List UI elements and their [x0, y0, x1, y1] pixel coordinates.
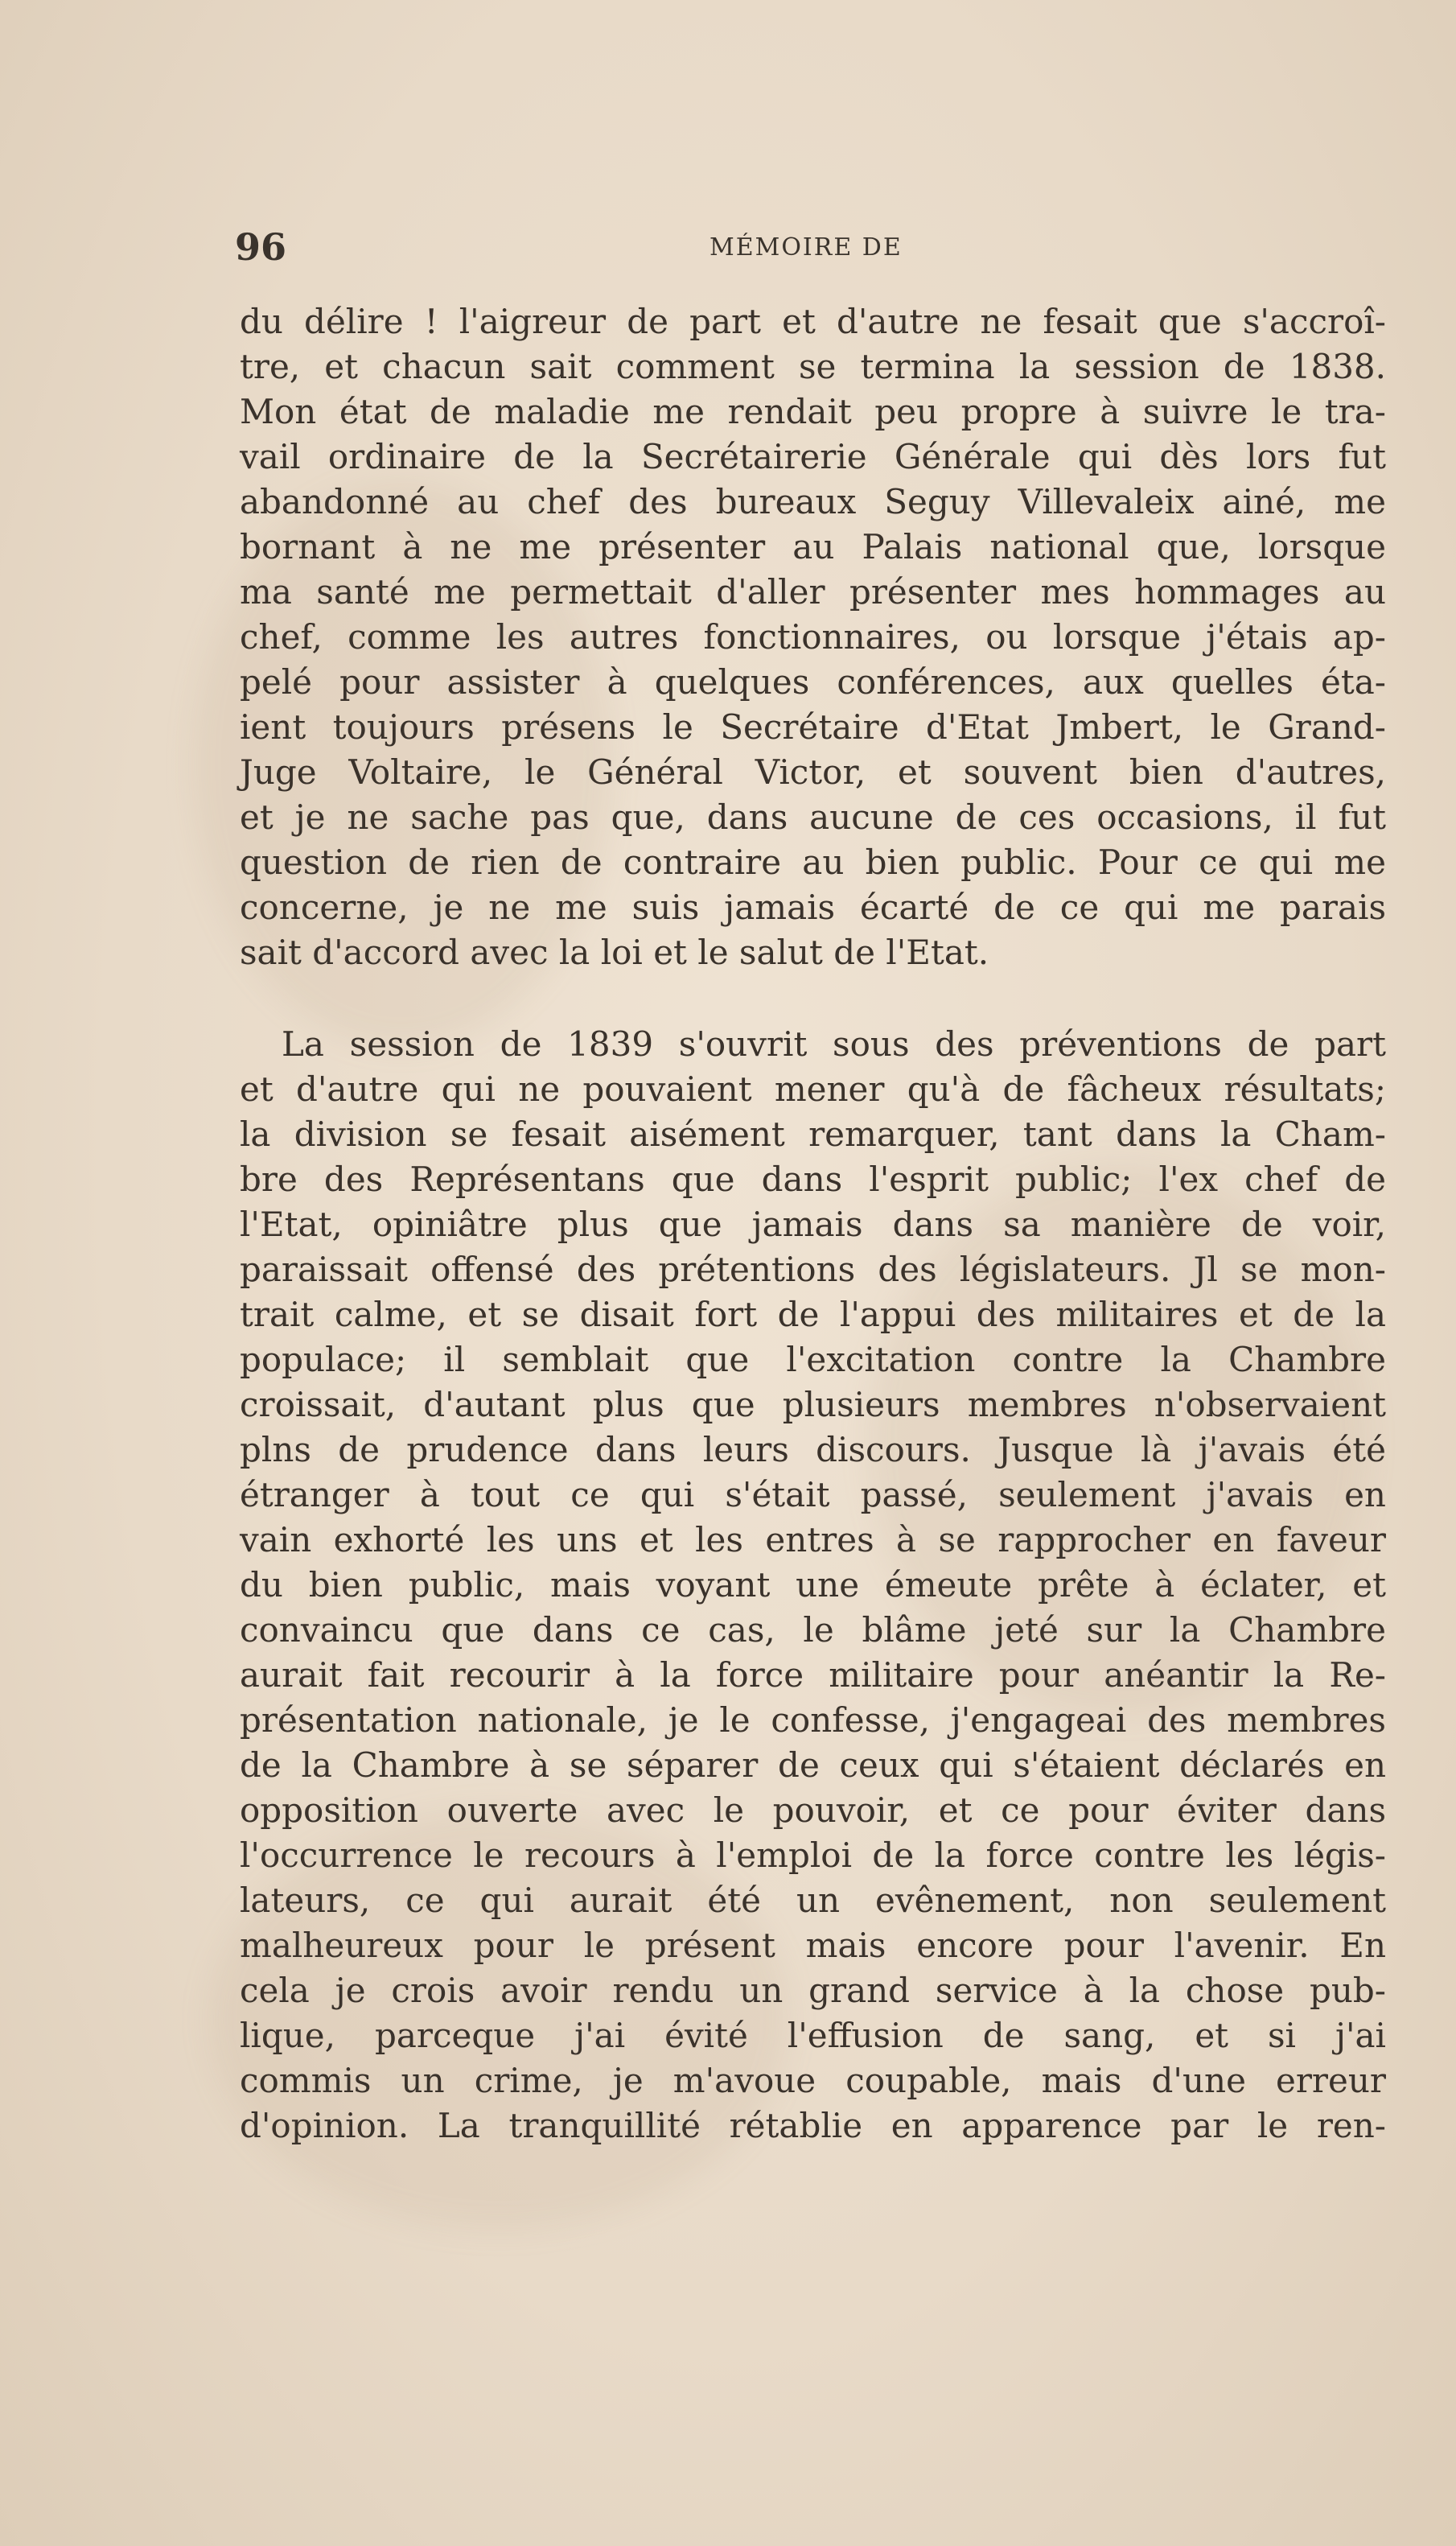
text-line: opposition ouverte avec le pouvoir, et ce pour éviter dans [240, 1790, 1386, 1830]
text-line: concerne, je ne me suis jamais écarté de ce qui me parais [240, 888, 1386, 927]
text-line: convaincu que dans ce cas, le blâme jeté sur la Chambre [240, 1610, 1386, 1650]
text-line: l'Etat, opiniâtre plus que jamais dans sa manière de voir, [240, 1205, 1386, 1244]
text-line: abandonné au chef des bureaux Seguy Villevaleix ainé, me [240, 482, 1386, 521]
text-line: lateurs, ce qui aurait été un evênement, non seulement [240, 1881, 1386, 1920]
text-line: croissait, d'autant plus que plusieurs membres n'observaient [240, 1385, 1386, 1424]
page-number: 96 [235, 225, 287, 269]
text-line: du bien public, mais voyant une émeute prête à éclater, et [240, 1565, 1386, 1605]
paragraph [240, 299, 1386, 975]
text-line: bre des Représentans que dans l'esprit public; l'ex chef de [240, 1160, 1386, 1199]
text-line: présentation nationale, je le confesse, j'engageai des membres [240, 1700, 1386, 1740]
paragraph-gap [240, 975, 1386, 1022]
text-line: l'occurrence le recours à l'emploi de la force contre les légis- [240, 1835, 1386, 1875]
text-line: étranger à tout ce qui s'était passé, seulement j'avais en [240, 1475, 1386, 1514]
text-line: aurait fait recourir à la force militaire pour anéantir la Re- [240, 1655, 1386, 1695]
text-line: paraissait offensé des prétentions des législateurs. Jl se mon- [240, 1250, 1386, 1289]
text-line: sait d'accord avec la loi et le salut de l'Etat. [240, 933, 989, 972]
text-line: Juge Voltaire, le Général Victor, et souvent bien d'autres, [240, 752, 1386, 792]
text-line: vail ordinaire de la Secrétairerie Générale qui dès lors fut [240, 437, 1386, 476]
text-line: cela je crois avoir rendu un grand service à la chose pub- [240, 1971, 1386, 2010]
text-line: d'opinion. La tranquillité rétablie en apparence par le ren- [240, 2106, 1386, 2145]
text-line: La session de 1839 s'ouvrit sous des préventions de part [282, 1024, 1386, 1064]
text-line: plns de prudence dans leurs discours. Jusque là j'avais été [240, 1430, 1386, 1469]
text-line: et d'autre qui ne pouvaient mener qu'à de fâcheux résultats; [240, 1069, 1386, 1109]
text-line: populace; il semblait que l'excitation contre la Chambre [240, 1340, 1386, 1379]
text-line: trait calme, et se disait fort de l'appui des militaires et de la [240, 1295, 1386, 1334]
running-head: MÉMOIRE DE [709, 233, 903, 262]
page-header [235, 225, 1096, 290]
text-line: Mon état de maladie me rendait peu propre à suivre le tra- [240, 392, 1386, 431]
text-line: de la Chambre à se séparer de ceux qui s'étaient déclarés en [240, 1745, 1386, 1785]
text-line: ient toujours présens le Secrétaire d'Etat Jmbert, le Grand- [240, 707, 1386, 747]
body-text [240, 299, 1386, 2148]
text-line: la division se fesait aisément remarquer, tant dans la Cham- [240, 1114, 1386, 1154]
text-line: et je ne sache pas que, dans aucune de ces occasions, il fut [240, 797, 1386, 837]
text-line: tre, et chacun sait comment se termina la session de 1838. [240, 347, 1386, 386]
text-line: vain exhorté les uns et les entres à se rapprocher en faveur [240, 1520, 1386, 1559]
text-line: ma santé me permettait d'aller présenter mes hommages au [240, 572, 1386, 612]
text-line: bornant à ne me présenter au Palais national que, lorsque [240, 527, 1386, 566]
text-line: du délire ! l'aigreur de part et d'autre ne fesait que s'accroî- [240, 302, 1386, 341]
text-line: lique, parceque j'ai évité l'effusion de sang, et si j'ai [240, 2016, 1386, 2055]
text-line: chef, comme les autres fonctionnaires, ou lorsque j'étais ap- [240, 617, 1386, 657]
text-line: malheureux pour le présent mais encore pour l'avenir. En [240, 1926, 1386, 1965]
paragraph [240, 1022, 1386, 2148]
text-line: commis un crime, je m'avoue coupable, mais d'une erreur [240, 2061, 1386, 2100]
text-line: question de rien de contraire au bien public. Pour ce qui me [240, 842, 1386, 882]
text-line: pelé pour assister à quelques conférences, aux quelles éta- [240, 662, 1386, 702]
